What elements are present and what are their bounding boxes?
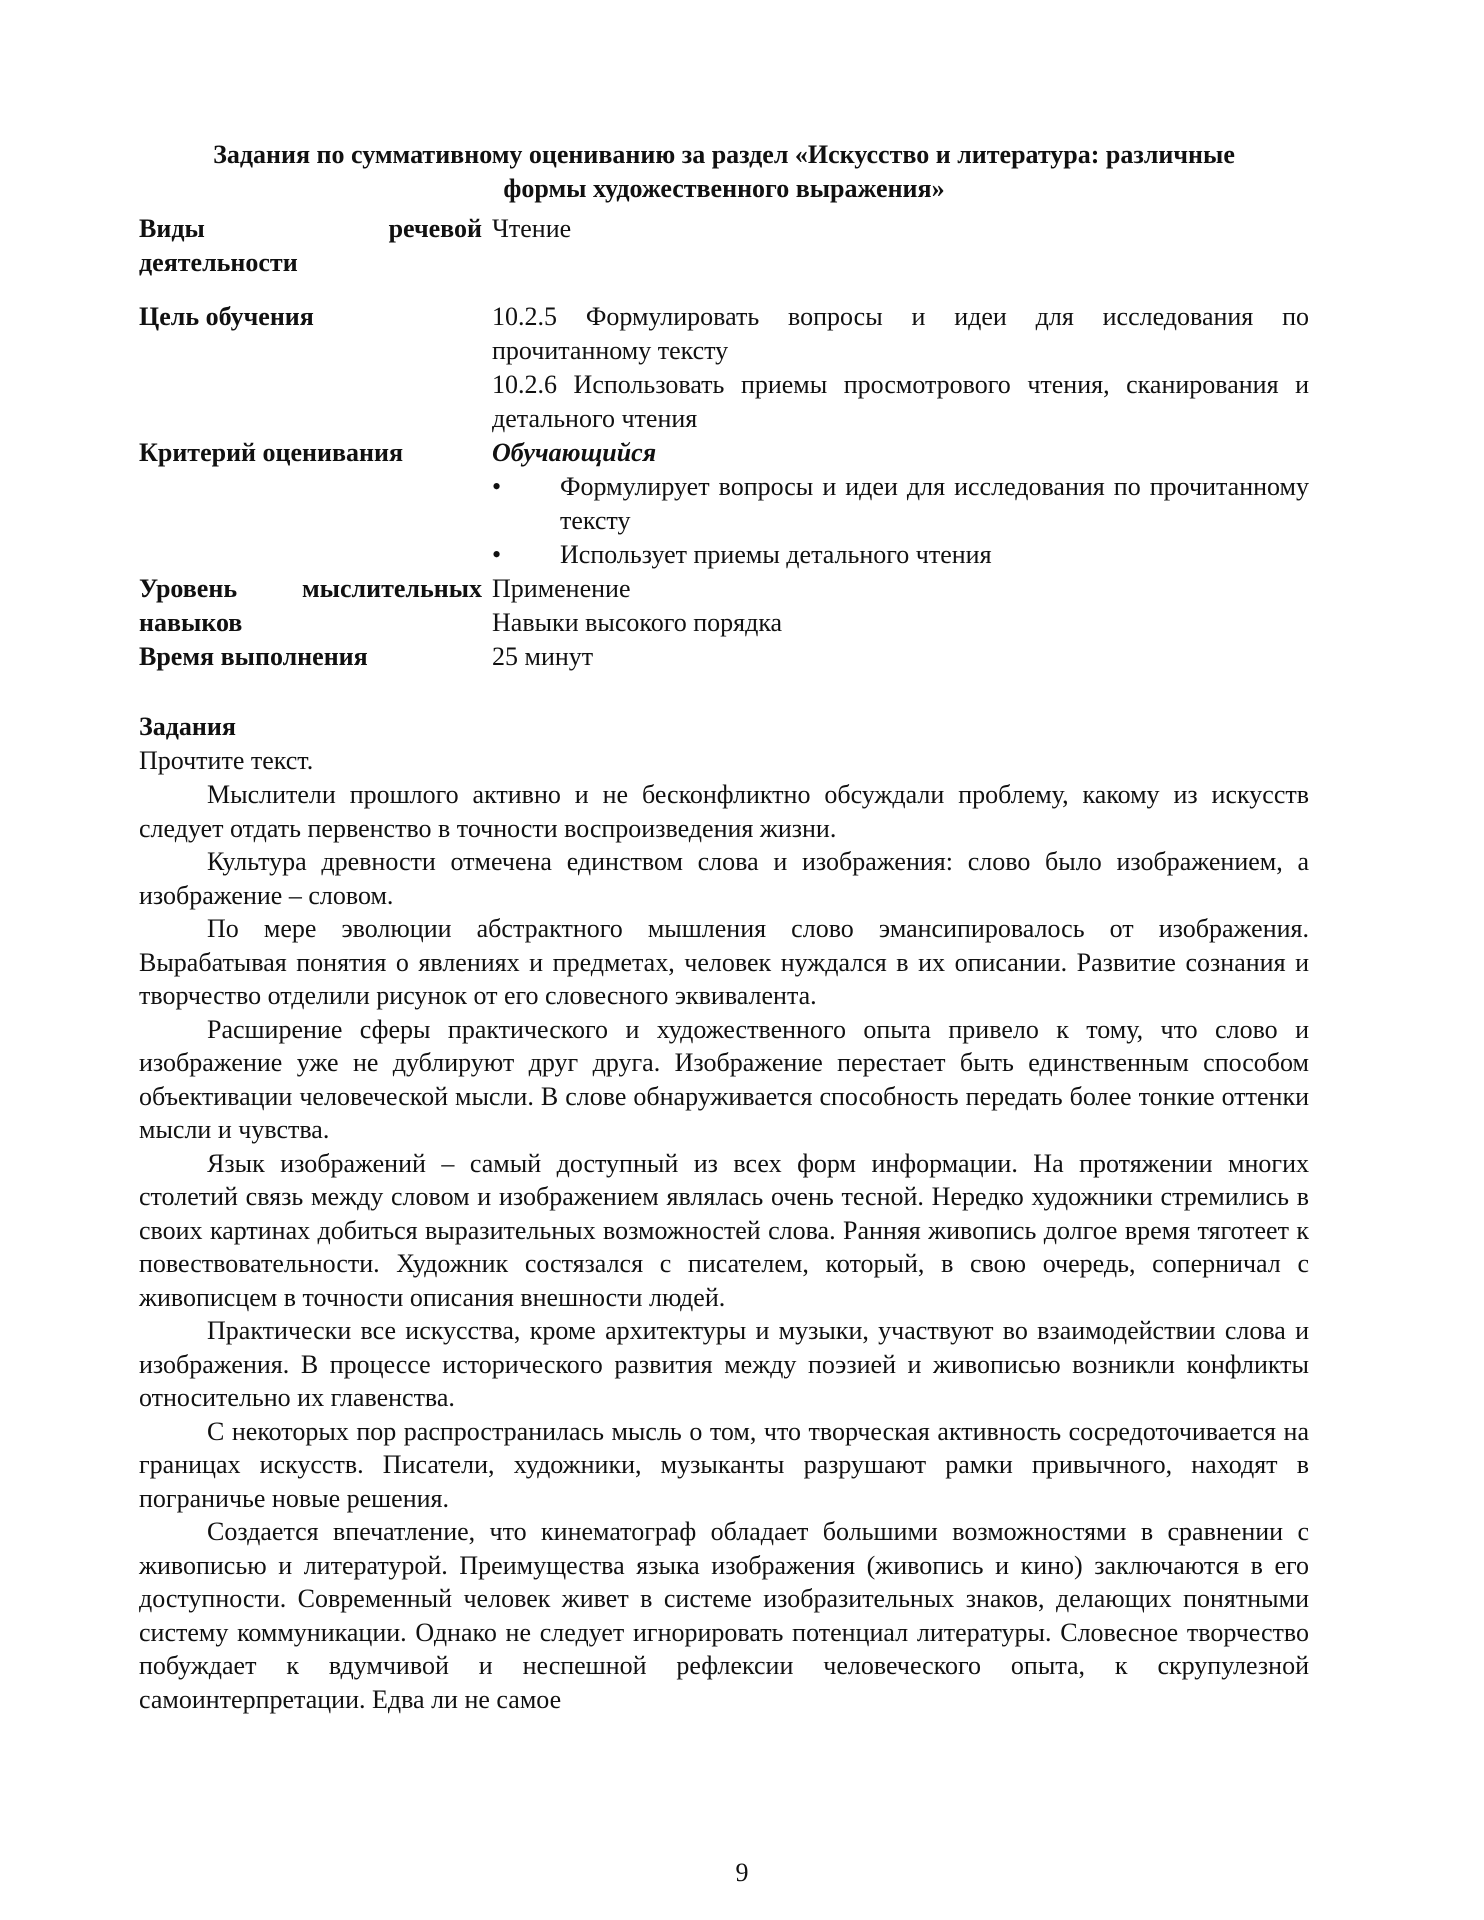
- learning-goal-label: Цель обучения: [139, 302, 314, 331]
- text-paragraph: Создается впечатление, что кинематограф обладает большими возможностями в сравнении с живописью и литературой. Преимущества языка изображения (живопись и кино) заключаются в его доступности. Современный человек живет в системе изобразительных знаков, делающих понятными систему коммуникации. Однако не следует игнорировать потенциал литературы. Словесное творчество побуждает к вдумчивой и неспешной рефлексии человеческого опыта, к скрупулезной самоинтерпретации. Едва ли не самое: [139, 1517, 1309, 1714]
- text-paragraph: Практически все искусства, кроме архитектуры и музыки, участвуют во взаимодействии слова и изображения. В процессе исторического развития между поэзией и живописью возникли конфликты относительно их главенства.: [139, 1316, 1309, 1412]
- thinking-level-label: [139, 572, 492, 640]
- thinking-level-label-line2: навыков: [139, 608, 243, 637]
- page-number: 9: [735, 1858, 749, 1887]
- title-line-2: формы художественного выражения»: [503, 174, 945, 203]
- speech-activity-label-part3: деятельности: [139, 248, 298, 277]
- speech-activity-value: Чтение: [492, 214, 572, 243]
- reading-instruction: Прочтите текст.: [139, 746, 314, 775]
- text-paragraph: С некоторых пор распространилась мысль о том, что творческая активность сосредоточивается на границах искусств. Писатели, художники, музыканты разрушают рамки привычного, находят в пограничье новые решения.: [139, 1416, 1309, 1513]
- criteria-item: [492, 470, 1309, 538]
- bullet-icon: •: [492, 540, 502, 569]
- document-page: [139, 138, 1309, 1716]
- learning-goal-item: 10.2.5 Формулировать вопросы и идеи для исследования по прочитанному тексту: [492, 302, 1309, 365]
- title-line-1: Задания по суммативному оцениванию за раздел «Искусство и литература: различные: [213, 140, 1235, 169]
- text-paragraph: По мере эволюции абстрактного мышления слово эмансипировалось от изображения. Вырабатывая понятия о явлениях и предметах, человек нуждался в их описании. Развитие сознания и творчество отделили рисунок от его словесного эквивалента.: [139, 914, 1309, 1010]
- assessment-meta-table: [139, 212, 1309, 674]
- thinking-level-value: Навыки высокого порядка: [492, 608, 783, 637]
- text-paragraph: Язык изображений – самый доступный из всех форм информации. На протяжении многих столетий связь между словом и изображением являлась очень тесной. Нередко художники стремились в своих картинах добиться выразительных возможностей слова. Ранняя живопись долгое время тяготеет к повествовательности. Художник состязался с писателем, который, в свою очередь, соперничал с живописцем в точности описания внешности людей.: [139, 1148, 1309, 1312]
- criteria-item: [492, 538, 1309, 572]
- tasks-heading: Задания: [139, 712, 236, 741]
- text-paragraph: Культура древности отмечена единством слова и изображения: слово было изображением, а изображение – словом.: [139, 847, 1309, 910]
- criteria-values: [492, 436, 1309, 572]
- criteria-item-text: Формулирует вопросы и идеи для исследования по прочитанному тексту: [560, 472, 1309, 535]
- speech-activity-label-part2: речевой: [388, 214, 482, 243]
- text-paragraph: Мыслители прошлого активно и не бесконфликтно обсуждали проблему, какому из искусств следует отдать первенство в точности воспроизведения жизни.: [139, 780, 1309, 843]
- time-value: 25 минут: [492, 642, 594, 671]
- learning-goal-item: 10.2.6 Использовать приемы просмотрового чтения, сканирования и детального чтения: [492, 370, 1309, 433]
- criteria-item-text: Использует приемы детального чтения: [560, 540, 992, 569]
- speech-activity-label-part1: Виды: [139, 214, 205, 243]
- learning-goal-values: [492, 300, 1309, 436]
- criteria-subject: Обучающийся: [492, 438, 657, 467]
- criteria-label: Критерий оценивания: [139, 438, 404, 467]
- thinking-level-label-line1: Уровень мыслительных: [139, 574, 482, 603]
- thinking-level-value: Применение: [492, 574, 631, 603]
- bullet-icon: •: [492, 472, 502, 501]
- time-label: Время выполнения: [139, 642, 368, 671]
- speech-activity-label: [139, 212, 492, 280]
- reading-text: [139, 778, 1309, 1716]
- document-title: [139, 138, 1309, 206]
- thinking-level-values: [492, 572, 1309, 640]
- text-paragraph: Расширение сферы практического и художественного опыта привело к тому, что слово и изображение уже не дублируют друг друга. Изображение перестает быть единственным способом объективации человеческой мысли. В слове обнаруживается способность передать более тонкие оттенки мысли и чувства.: [139, 1014, 1309, 1144]
